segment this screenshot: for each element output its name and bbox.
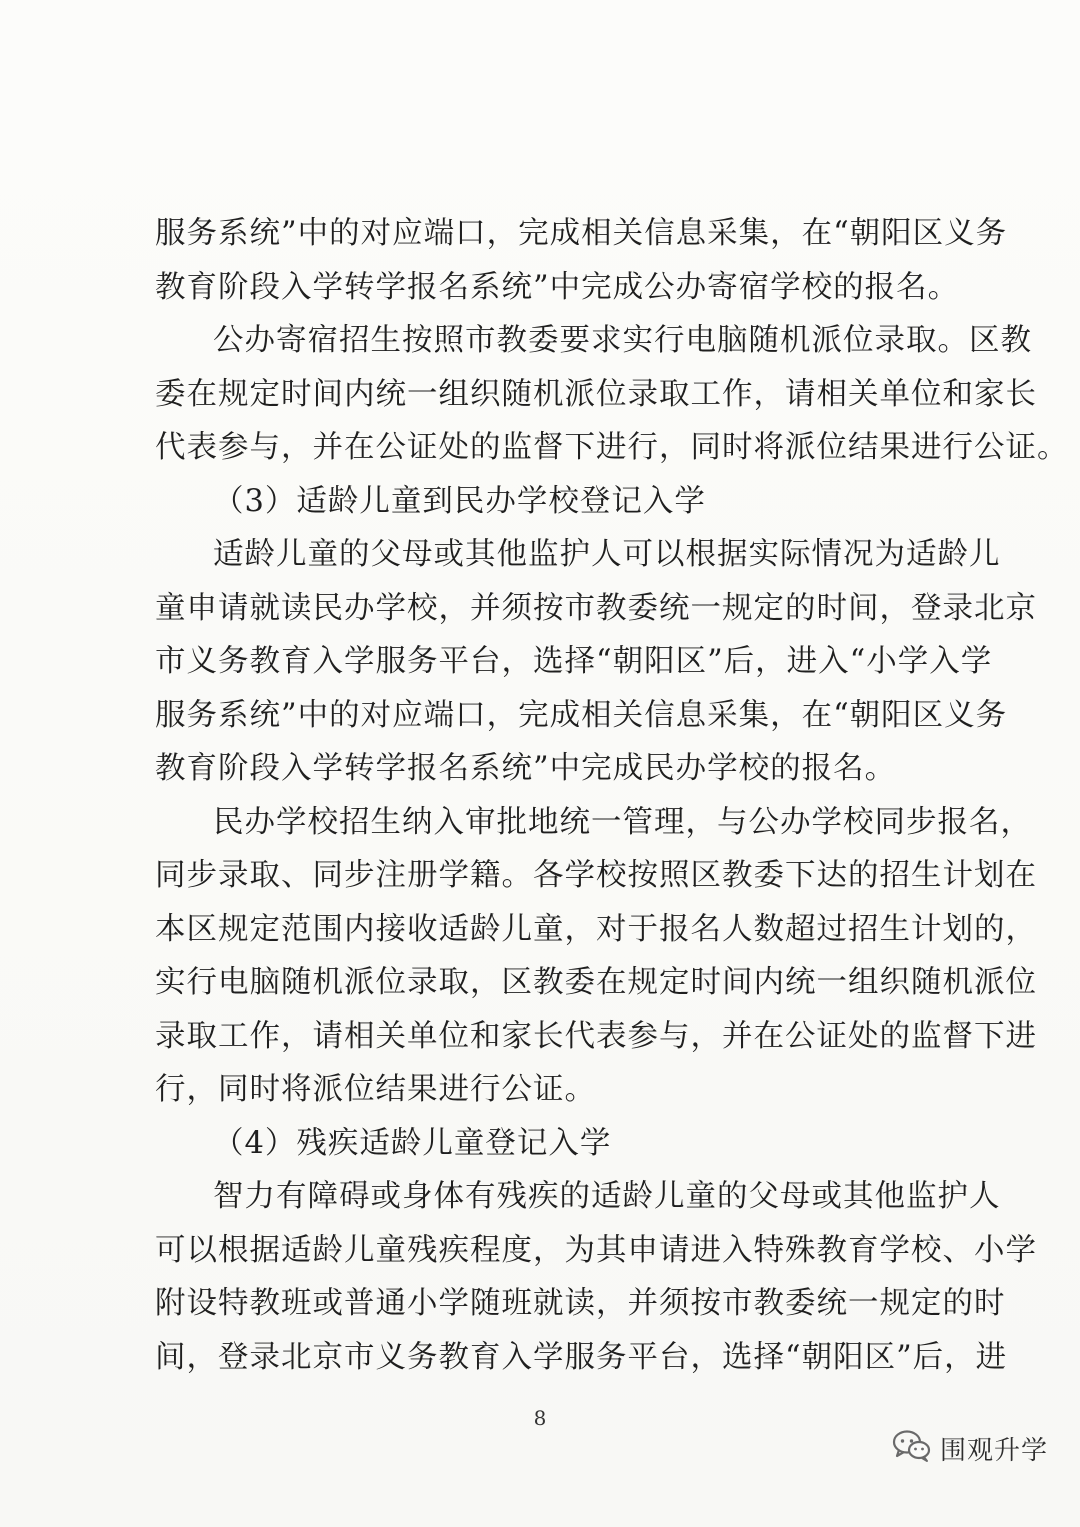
text-line: 服务系统”中的对应端口，完成相关信息采集，在“朝阳区义务 <box>155 216 1008 251</box>
text-line: 行，同时将派位结果进行公证。 <box>155 1072 596 1107</box>
text-line: 实行电脑随机派位录取，区教委在规定时间内统一组织随机派位 <box>155 965 1037 1000</box>
wechat-icon <box>892 1429 940 1467</box>
text-line: 录取工作，请相关单位和家长代表参与，并在公证处的监督下进 <box>155 1018 1037 1054</box>
watermark-text: 围观升学 <box>940 1435 1049 1466</box>
section-heading: （4）残疾适龄儿童登记入学 <box>213 1125 612 1161</box>
text-line: 附设特教班或普通小学随班就读，并须按市教委统一规定的时 <box>155 1286 1006 1321</box>
text-line: 间，登录北京市义务教育入学服务平台，选择“朝阳区”后，进 <box>155 1339 1008 1375</box>
text-line: 市义务教育入学服务平台，选择“朝阳区”后，进入“小学入学 <box>155 644 993 679</box>
text-line: 教育阶段入学转学报名系统”中完成公办寄宿学校的报名。 <box>155 269 960 305</box>
page-number: 8 <box>533 1406 547 1430</box>
text-line: 公办寄宿招生按照市教委要求实行电脑随机派位录取。区教 <box>213 323 1032 358</box>
text-line: 可以根据适龄儿童残疾程度，为其申请进入特殊教育学校、小学 <box>155 1232 1037 1268</box>
text-line: 委在规定时间内统一组织随机派位录取工作，请相关单位和家长 <box>155 376 1037 412</box>
text-line: 教育阶段入学转学报名系统”中完成民办学校的报名。 <box>155 751 897 786</box>
section-heading: （3）适龄儿童到民办学校登记入学 <box>213 483 706 519</box>
text-line: 本区规定范围内接收适龄儿童，对于报名人数超过招生计划的， <box>155 911 1037 947</box>
text-line: 代表参与，并在公证处的监督下进行，同时将派位结果进行公证。 <box>155 430 1069 465</box>
text-line: 服务系统”中的对应端口，完成相关信息采集，在“朝阳区义务 <box>155 697 1008 733</box>
text-line: 童申请就读民办学校，并须按市教委统一规定的时间，登录北京 <box>155 590 1037 626</box>
text-line: 适龄儿童的父母或其他监护人可以根据实际情况为适龄儿 <box>213 537 1001 572</box>
text-line: 民办学校招生纳入审批地统一管理，与公办学校同步报名， <box>213 804 1032 840</box>
body-text <box>155 207 1069 1384</box>
watermark <box>892 1428 1048 1468</box>
text-line: 智力有障碍或身体有残疾的适龄儿童的父母或其他监护人 <box>213 1179 1001 1214</box>
text-line: 同步录取、同步注册学籍。各学校按照区教委下达的招生计划在 <box>155 858 1037 893</box>
